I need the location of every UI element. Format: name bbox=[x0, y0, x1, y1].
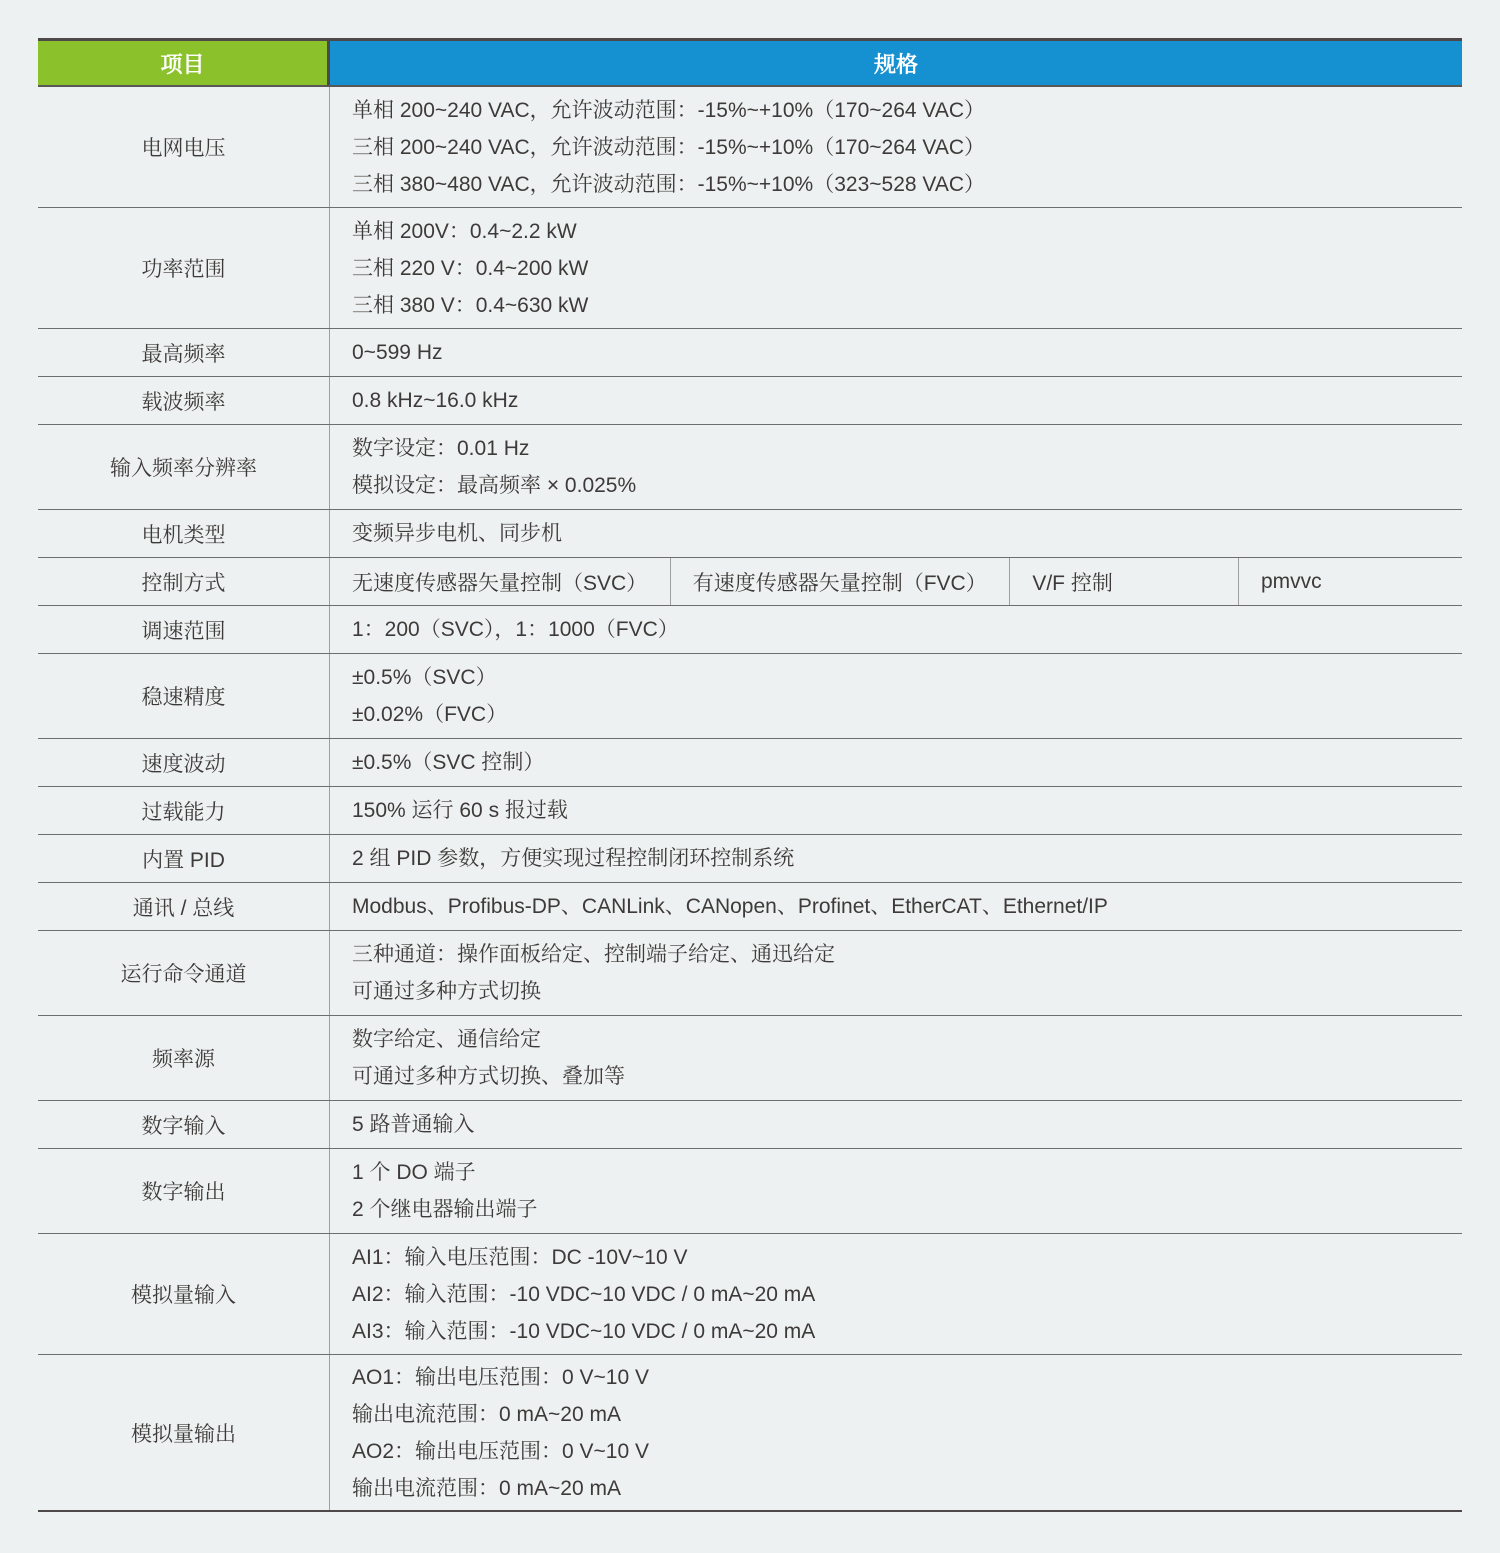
spec-row-speed-accuracy bbox=[38, 654, 1462, 739]
value-line: 三种通道：操作面板给定、控制端子给定、通迅给定 bbox=[352, 943, 835, 966]
value-line: 2 个继电器输出端子 bbox=[352, 1198, 538, 1221]
row-value bbox=[330, 87, 1462, 207]
spec-row-motor-type bbox=[38, 510, 1462, 558]
spec-row-digital-output bbox=[38, 1149, 1462, 1234]
spec-row-digital-input bbox=[38, 1101, 1462, 1149]
row-label: 电网电压 bbox=[38, 87, 330, 207]
row-label: 数字输入 bbox=[38, 1101, 330, 1148]
control-mode-cell-pmvvc: pmvvc bbox=[1260, 569, 1322, 593]
spec-row-communication-bus bbox=[38, 883, 1462, 931]
spec-row-overload-capacity bbox=[38, 787, 1462, 835]
row-label: 模拟量输出 bbox=[38, 1355, 330, 1510]
row-label: 过载能力 bbox=[38, 787, 330, 834]
row-label: 通讯 / 总线 bbox=[38, 883, 330, 930]
row-label: 稳速精度 bbox=[38, 654, 330, 738]
row-value bbox=[330, 377, 1462, 424]
value-line: Modbus、Profibus-DP、CANLink、CANopen、Profinet、EtherCAT、Ethernet/IP bbox=[352, 895, 1108, 918]
row-label: 载波频率 bbox=[38, 377, 330, 424]
spec-row-frequency-source bbox=[38, 1016, 1462, 1101]
control-mode-cell-svc: 无速度传感器矢量控制（SVC） bbox=[330, 558, 671, 605]
header-item-cell: 项目 bbox=[38, 41, 330, 85]
value-line: 150% 运行 60 s 报过载 bbox=[352, 799, 568, 822]
value-line: 三相 220 V：0.4~200 kW bbox=[352, 256, 589, 280]
spec-row-analog-output bbox=[38, 1355, 1462, 1510]
spec-row-run-command-channel bbox=[38, 931, 1462, 1016]
value-line: 可通过多种方式切换 bbox=[352, 980, 541, 1003]
row-label: 内置 PID bbox=[38, 835, 330, 882]
value-line: 可通过多种方式切换、叠加等 bbox=[352, 1065, 625, 1088]
value-line: ±0.02%（FVC） bbox=[352, 703, 508, 726]
spec-row-carrier-frequency bbox=[38, 377, 1462, 425]
value-line: 三相 380 V：0.4~630 kW bbox=[352, 293, 589, 317]
value-line: 数字给定、通信给定 bbox=[352, 1028, 541, 1051]
value-line: 1：200（SVC），1：1000（FVC） bbox=[352, 618, 679, 641]
spec-row-grid-voltage bbox=[38, 87, 1462, 208]
spec-row-control-mode bbox=[38, 558, 1462, 606]
value-line: 2 组 PID 参数，方便实现过程控制闭环控制系统 bbox=[352, 847, 795, 870]
table-header-row bbox=[38, 41, 1462, 87]
value-line: 模拟设定：最高频率 × 0.025% bbox=[352, 474, 637, 497]
control-mode-cell-fvc: 有速度传感器矢量控制（FVC） bbox=[671, 558, 1011, 605]
value-line: 变频异步电机、同步机 bbox=[352, 522, 562, 545]
row-value bbox=[330, 1149, 1462, 1233]
row-label: 功率范围 bbox=[38, 208, 330, 328]
row-label: 输入频率分辨率 bbox=[38, 425, 330, 509]
value-line: AO1：输出电压范围：0 V~10 V bbox=[352, 1365, 650, 1389]
value-line: AI3：输入范围：-10 VDC~10 VDC / 0 mA~20 mA bbox=[352, 1319, 816, 1343]
value-line: 单相 200V：0.4~2.2 kW bbox=[352, 219, 577, 243]
row-value bbox=[330, 883, 1462, 930]
value-line: ±0.5%（SVC） bbox=[352, 666, 497, 689]
spec-row-max-frequency bbox=[38, 329, 1462, 377]
row-value bbox=[330, 835, 1462, 882]
row-value bbox=[330, 606, 1462, 653]
row-value bbox=[330, 510, 1462, 557]
value-line: 三相 200~240 VAC，允许波动范围：-15%~+10%（170~264 VAC） bbox=[352, 135, 986, 159]
spec-row-speed-range bbox=[38, 606, 1462, 654]
row-value bbox=[330, 654, 1462, 738]
value-line: AI1：输入电压范围：DC -10V~10 V bbox=[352, 1245, 688, 1269]
spec-row-builtin-pid bbox=[38, 835, 1462, 883]
row-value bbox=[330, 739, 1462, 786]
spec-row-power-range bbox=[38, 208, 1462, 329]
value-line: 三相 380~480 VAC，允许波动范围：-15%~+10%（323~528 VAC） bbox=[352, 172, 986, 196]
value-line: 0~599 Hz bbox=[352, 341, 443, 364]
row-label: 控制方式 bbox=[38, 558, 330, 605]
row-label: 最高频率 bbox=[38, 329, 330, 376]
spec-row-analog-input bbox=[38, 1234, 1462, 1355]
row-label: 频率源 bbox=[38, 1016, 330, 1100]
row-label: 数字输出 bbox=[38, 1149, 330, 1233]
spec-row-speed-fluctuation bbox=[38, 739, 1462, 787]
row-label: 模拟量输入 bbox=[38, 1234, 330, 1354]
value-line: AI2：输入范围：-10 VDC~10 VDC / 0 mA~20 mA bbox=[352, 1282, 816, 1306]
row-label: 电机类型 bbox=[38, 510, 330, 557]
value-line: 5 路普通输入 bbox=[352, 1113, 475, 1136]
spec-row-input-frequency-resolution bbox=[38, 425, 1462, 510]
row-value bbox=[330, 787, 1462, 834]
row-value bbox=[330, 1101, 1462, 1148]
spec-table bbox=[38, 38, 1462, 1512]
row-label: 运行命令通道 bbox=[38, 931, 330, 1015]
control-mode-cell-vf: V/F 控制 bbox=[1010, 558, 1239, 605]
value-line: 数字设定：0.01 Hz bbox=[352, 437, 530, 460]
control-mode-cells bbox=[330, 558, 1462, 605]
row-label: 调速范围 bbox=[38, 606, 330, 653]
row-value bbox=[330, 1355, 1462, 1510]
value-line: 输出电流范围：0 mA~20 mA bbox=[352, 1476, 621, 1500]
value-line: 输出电流范围：0 mA~20 mA bbox=[352, 1402, 621, 1426]
value-line: 0.8 kHz~16.0 kHz bbox=[352, 389, 519, 412]
row-value bbox=[330, 1016, 1462, 1100]
row-value bbox=[330, 425, 1462, 509]
row-value bbox=[330, 208, 1462, 328]
header-spec-cell: 规格 bbox=[330, 41, 1462, 85]
row-value bbox=[330, 329, 1462, 376]
value-line: AO2：输出电压范围：0 V~10 V bbox=[352, 1439, 650, 1463]
row-value bbox=[330, 1234, 1462, 1354]
value-line: ±0.5%（SVC 控制） bbox=[352, 751, 545, 774]
value-line: 单相 200~240 VAC，允许波动范围：-15%~+10%（170~264 VAC） bbox=[352, 98, 986, 122]
row-value bbox=[330, 931, 1462, 1015]
row-label: 速度波动 bbox=[38, 739, 330, 786]
value-line: 1 个 DO 端子 bbox=[352, 1161, 476, 1184]
